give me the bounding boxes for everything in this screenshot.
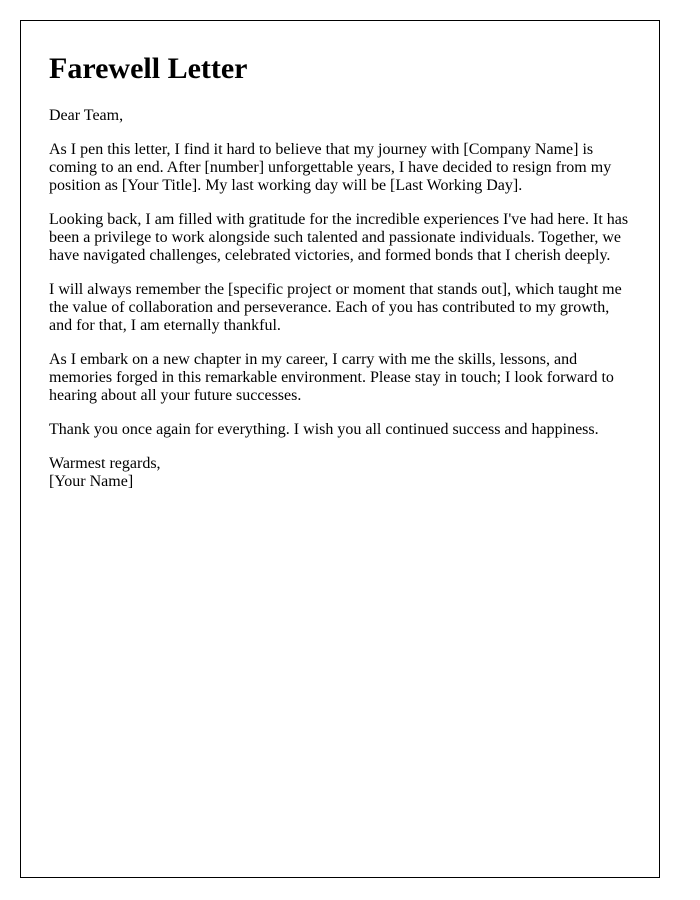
letter-closing-block [49, 455, 634, 491]
letter-salutation: Dear Team, [49, 107, 124, 124]
letter-title: Farewell Letter [49, 52, 248, 85]
letter-page [20, 20, 660, 878]
letter-paragraph: As I pen this letter, I find it hard to believe that my journey with [Company Name] is coming to an end. After [number] unforgettable years, I have decided to resign from my position as [Your Title]. My last working day will be [Last Working Day]. [49, 141, 612, 194]
letter-paragraph: I will always remember the [specific project or moment that stands out], which taught me the value of collaboration and perseverance. Each of you has contributed to my growth, and for that, I am eternally thankful. [49, 281, 622, 334]
letter-paragraph: Looking back, I am filled with gratitude for the incredible experiences I've had here. It has been a privilege to work alongside such talented and passionate individuals. Together, we have navigated challenges, celebrated victories, and formed bonds that I cherish deeply. [49, 211, 629, 264]
letter-body [49, 51, 634, 491]
letter-signature: [Your Name] [49, 473, 134, 490]
letter-paragraph: As I embark on a new chapter in my career, I carry with me the skills, lessons, and memories forged in this remarkable environment. Please stay in touch; I look forward to hearing about all your future successes. [49, 351, 614, 404]
letter-paragraph: Thank you once again for everything. I wish you all continued success and happiness. [49, 421, 599, 438]
letter-closing: Warmest regards, [49, 455, 161, 472]
